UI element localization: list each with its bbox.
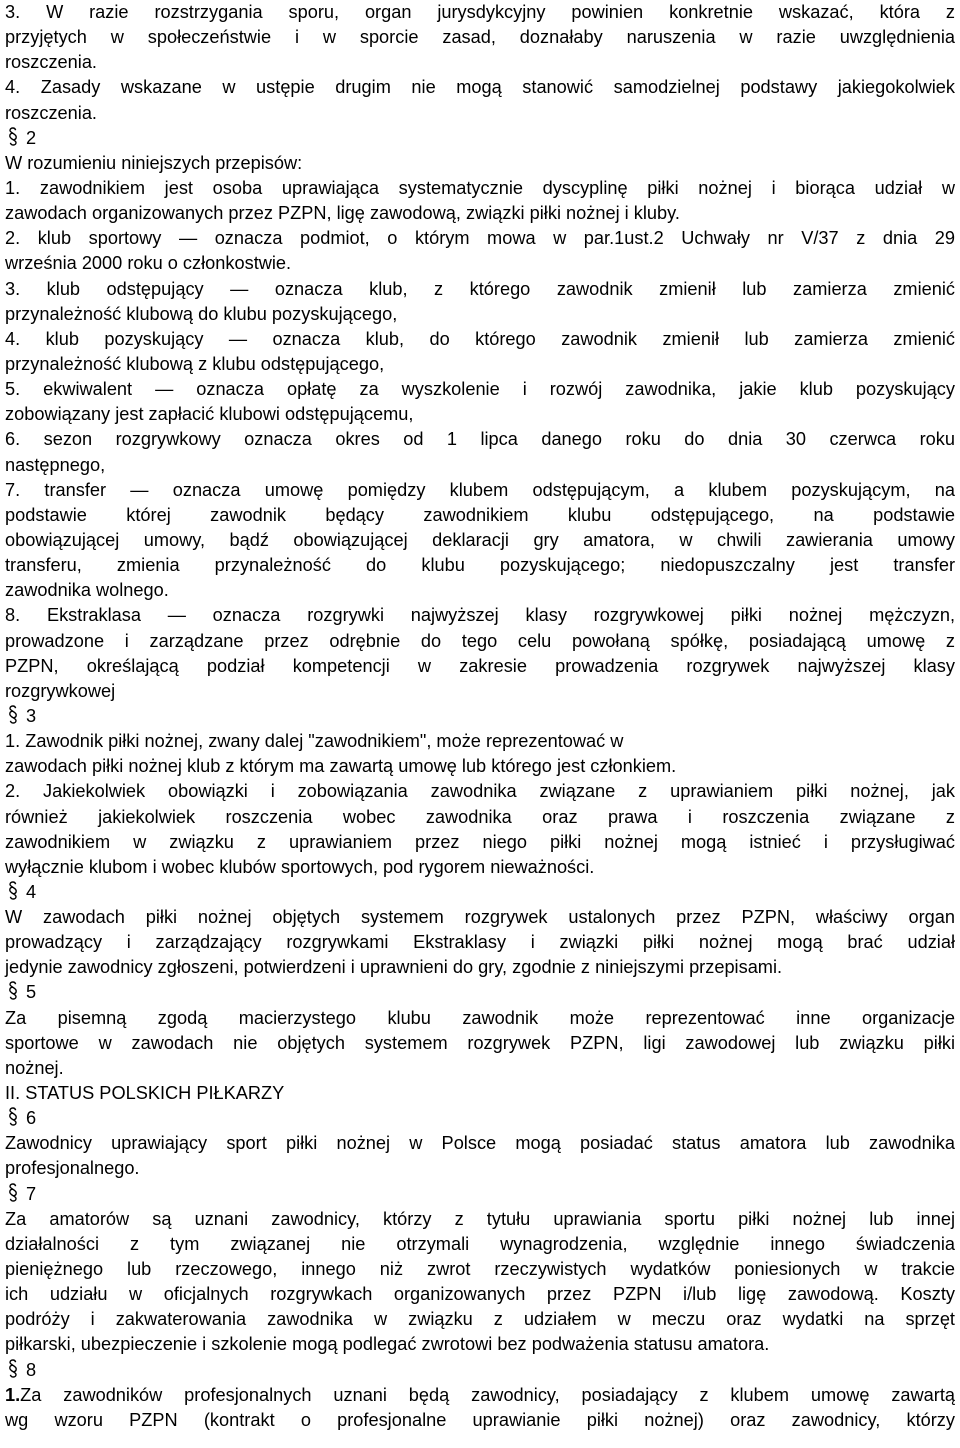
text-line: 4. klub pozyskujący — oznacza klub, do którego zawodnik zmienił lub zamierza zmienić bbox=[5, 328, 955, 349]
text-line: podróży i zakwaterowania zawodnika w związku z udziałem w meczu oraz wydatki na sprzęt bbox=[5, 1309, 955, 1330]
text-line: piłkarski, ubezpieczenie i szkolenie mogą podlegać zwrotowi bez podważenia statusu amatora. bbox=[5, 1334, 770, 1355]
section-sign-icon bbox=[8, 1359, 18, 1377]
section-heading bbox=[5, 126, 955, 151]
section-heading bbox=[5, 1358, 955, 1383]
section-sign-icon bbox=[8, 1107, 18, 1125]
text-line: następnego, bbox=[5, 454, 106, 475]
text-line-rest: Za zawodników profesjonalnych uznani będą zawodnicy, posiadający z klubem umowę zawartą bbox=[20, 1384, 955, 1405]
section-sign-icon bbox=[8, 127, 18, 145]
section-number: 4 bbox=[26, 881, 37, 902]
text-line: 1. Zawodnik piłki nożnej, zwany dalej "zawodnikiem", może reprezentować w bbox=[5, 731, 624, 752]
text-line: 2. klub sportowy — oznacza podmiot, o którym mowa w par.1ust.2 Uchwały nr V/37 z dnia 29 bbox=[5, 228, 955, 249]
section-number: 6 bbox=[26, 1108, 37, 1129]
text-line: przyjętych w społeczeństwie i w sporcie zasad, doznałaby naruszenia w razie uwzględnienia bbox=[5, 27, 955, 48]
text-line: sportowe w zawodach nie objętych systemem rozgrywek PZPN, ligi zawodowej lub związku piłki bbox=[5, 1032, 955, 1053]
text-line: 2. Jakiekolwiek obowiązki i zobowiązania zawodnika związane z uprawianiem piłki nożnej, jak bbox=[5, 781, 955, 802]
text-line: wyłącznie klubom i wobec klubów sportowych, pod rygorem nieważności. bbox=[5, 856, 595, 877]
text-line: prowadzone i zarządzane przez odrębnie do tego celu powołaną spółkę, posiadającą umowę z bbox=[5, 630, 955, 651]
text-line: 5. ekwiwalent — oznacza opłatę za wyszkolenie i rozwój zawodnika, jakie klub pozyskujący bbox=[5, 379, 955, 400]
text-line: 3. W razie rozstrzygania sporu, organ jurysdykcyjny powinien konkretnie wskazać, która z bbox=[5, 2, 955, 22]
text-line: zawodach organizowanych przez PZPN, ligę zawodową, związki piłki nożnej i kluby. bbox=[5, 203, 680, 224]
text-line: Za pisemną zgodą macierzystego klubu zawodnik może reprezentować inne organizacje bbox=[5, 1007, 955, 1028]
section-number: 7 bbox=[26, 1183, 37, 1204]
section-sign-icon bbox=[8, 881, 18, 899]
text-line: Zawodnicy uprawiający sport piłki nożnej w Polsce mogą posiadać status amatora lub zawodnika bbox=[5, 1133, 955, 1154]
text-line: podstawie której zawodnik będący zawodnikiem klubu odstępującego, na podstawie bbox=[5, 504, 955, 525]
text-line: roszczenia. bbox=[5, 52, 97, 73]
section-sign-icon bbox=[8, 1183, 18, 1201]
text-line: PZPN, określającą podział kompetencji w zakresie prowadzenia rozgrywek najwyższej klasy bbox=[5, 655, 955, 676]
text-line: 6. sezon rozgrywkowy oznacza okres od 1 lipca danego roku do dnia 30 czerwca roku bbox=[5, 429, 955, 450]
text-line: transferu, zmienia przynależność do klubu pozyskującego; niedopuszczalny jest transfer bbox=[5, 555, 955, 576]
text-line: również jakiekolwiek roszczenia wobec zawodnika oraz prawa i roszczenia związane z bbox=[5, 806, 955, 827]
text-line: przynależność klubową do klubu pozyskującego, bbox=[5, 303, 398, 324]
text-line: W zawodach piłki nożnej objętych systemem rozgrywek ustalonych przez PZPN, właściwy organ bbox=[5, 907, 955, 928]
text-line: W rozumieniu niniejszych przepisów: bbox=[5, 152, 303, 173]
text-line: września 2000 roku o członkostwie. bbox=[5, 253, 292, 274]
text-line: 8. Ekstraklasa — oznacza rozgrywki najwyższej klasy rozgrywkowej piłki nożnej mężczyzn, bbox=[5, 605, 955, 626]
text-line: II. STATUS POLSKICH PIŁKARZY bbox=[5, 1083, 285, 1104]
text-line: rozgrywkowej bbox=[5, 680, 116, 701]
section-sign-icon bbox=[8, 705, 18, 723]
document-body bbox=[5, 0, 955, 1433]
bold-prefix: 1. bbox=[5, 1384, 21, 1405]
section-heading bbox=[5, 980, 955, 1005]
text-line: 1. zawodnikiem jest osoba uprawiająca systematycznie dyscyplinę piłki nożnej i biorąca udział w bbox=[5, 177, 955, 198]
section-number: 8 bbox=[26, 1359, 37, 1380]
section-sign-icon bbox=[8, 981, 18, 999]
text-line: obowiązującej umowy, bądź obowiązującej deklaracji gry amatora, w chwili zawierania umowy bbox=[5, 529, 955, 550]
text-line: zawodnikiem w związku z uprawianiem przez niego piłki nożnej mogą istnieć i przysługiwać bbox=[5, 831, 955, 852]
text-line bbox=[5, 1383, 955, 1408]
section-heading bbox=[5, 704, 955, 729]
text-line: 7. transfer — oznacza umowę pomiędzy klubem odstępującym, a klubem pozyskującym, na bbox=[5, 479, 955, 500]
text-line: przynależność klubową z klubu odstępującego, bbox=[5, 353, 385, 374]
section-heading bbox=[5, 1106, 955, 1131]
section-number: 5 bbox=[26, 982, 37, 1003]
text-line: pieniężnego lub rzeczowego, innego niż zwrot rzeczywistych wydatków poniesionych w trakcie bbox=[5, 1259, 955, 1280]
text-line: ich udziału w oficjalnych rozgrywkach organizowanych przez PZPN i/lub ligę zawodową. Koszty bbox=[5, 1284, 955, 1305]
text-line: prowadzący i zarządzający rozgrywkami Ekstraklasy i związki piłki nożnej mogą brać udział bbox=[5, 932, 955, 953]
section-heading bbox=[5, 1182, 955, 1207]
text-line: Za amatorów są uznani zawodnicy, którzy z tytułu uprawiania sportu piłki nożnej lub innej bbox=[5, 1208, 955, 1229]
text-line: 4. Zasady wskazane w ustępie drugim nie mogą stanowić samodzielnej podstawy jakiegokolwiek bbox=[5, 77, 955, 98]
text-line: nożnej. bbox=[5, 1057, 64, 1078]
section-number: 3 bbox=[26, 705, 37, 726]
text-line: jedynie zawodnicy zgłoszeni, potwierdzeni i uprawnieni do gry, zgodnie z niniejszymi przepisami. bbox=[5, 957, 783, 978]
section-number: 2 bbox=[26, 127, 37, 148]
text-line: 3. klub odstępujący — oznacza klub, z którego zawodnik zmienił lub zamierza zmienić bbox=[5, 278, 955, 299]
text-line: zawodnika wolnego. bbox=[5, 580, 169, 601]
text-line: zawodach piłki nożnej klub z którym ma zawartą umowę lub którego jest członkiem. bbox=[5, 756, 677, 777]
text-line: działalności z tym związanej nie otrzymali wynagrodzenia, względnie innego świadczenia bbox=[5, 1233, 955, 1254]
text-line: profesjonalnego. bbox=[5, 1158, 140, 1179]
section-heading bbox=[5, 880, 955, 905]
text-line: zobowiązany jest zapłacić klubowi odstępującemu, bbox=[5, 404, 414, 425]
text-line: wg wzoru PZPN (kontrakt o profesjonalne uprawianie piłki nożnej) oraz zawodnicy, którzy bbox=[5, 1409, 955, 1430]
text-line: roszczenia. bbox=[5, 102, 97, 123]
